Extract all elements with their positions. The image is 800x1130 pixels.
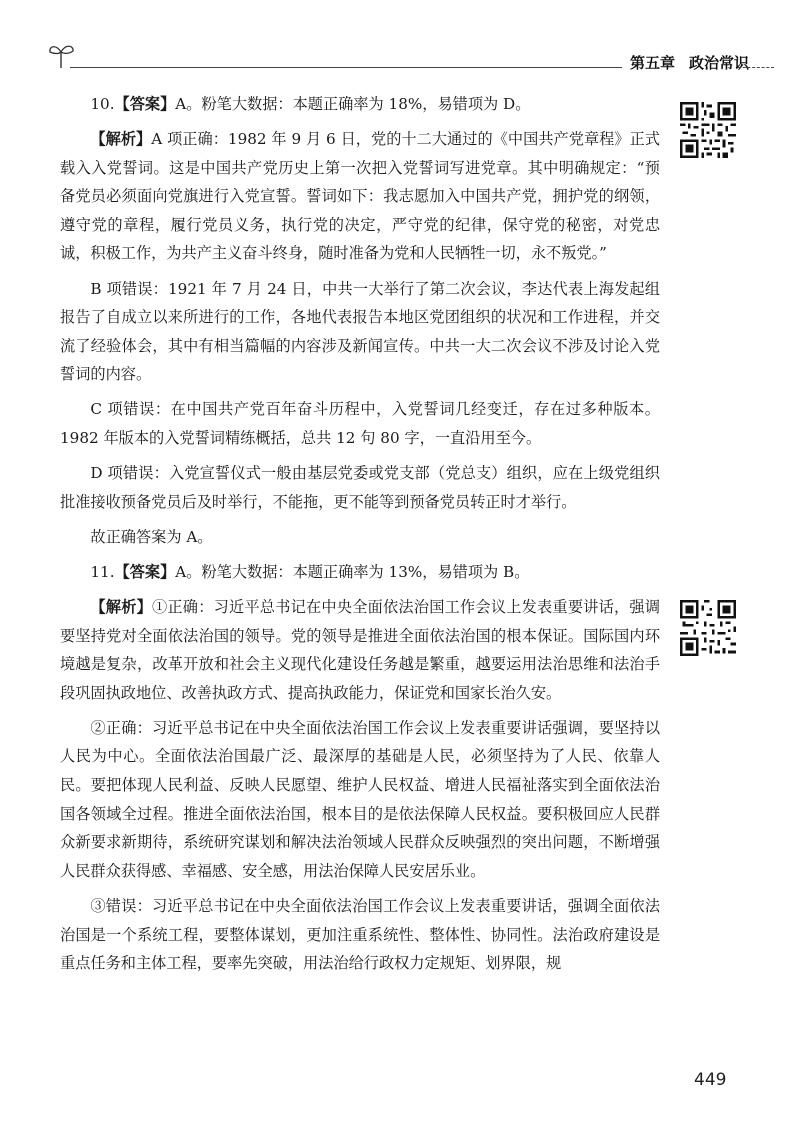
- explanation-paragraph: C 项错误：在中国共产党百年奋斗历程中，入党誓词几经变迁，存在过多种版本。1982 年版本的入党誓词精练概括，总共 12 句 80 字，一直沿用至今。: [60, 400, 660, 448]
- answer-line: [60, 558, 660, 587]
- analysis-label: 【解析】: [90, 130, 152, 149]
- sprout-icon: [46, 40, 76, 70]
- explanation-paragraph: ③错误：习近平总书记在中央全面依法治国工作会议上发表重要讲话，强调全面依法治国是一个系统工程，要整体谋划，更加注重系统性、整体性、协同性。法治政府建设是重点任务和主体工程，要率先突破，用法治给行政权力定规矩、划界限，规: [60, 896, 660, 973]
- header-dash-rule: [738, 67, 774, 68]
- question-number: 11.: [90, 562, 115, 581]
- question-number: 10.: [90, 95, 115, 113]
- analysis-paragraph: [60, 125, 660, 268]
- chapter-number: 第五章: [630, 54, 676, 72]
- explanation-paragraph: ②正确：习近平总书记在中央全面依法治国工作会议上发表重要讲话强调，要坚持以人民为中心。全面依法治国最广泛、最深厚的基础是人民，必须坚持为了人民、依靠人民。要把体现人民利益、反映人民愿望、维护人民权益、增进人民福祉落实到全面依法治国各领域全过程。推进全面依法治国，根本目的是依法保障人民权益。要积极回应人民群众新要求新期待，系统研究谋划和解决法治领域人民群众反映强烈的突出问题，不断增强人民群众获得感、幸福感、安全感，用法治保障人民安居乐业。: [60, 718, 660, 880]
- page-header: [40, 36, 770, 76]
- answer-text: A。粉笔大数据：本题正确率为 13%，易错项为 B。: [175, 562, 530, 581]
- answer-explanations: [60, 90, 660, 984]
- answer-label: 【答案】: [114, 562, 176, 581]
- qr-code-icon[interactable]: [680, 102, 736, 158]
- explanation-paragraph: D 项错误：入党宣誓仪式一般由基层党委或党支部（党总支）组织，应在上级党组织批准接收预备党员后及时举行，不能拖，更不能等到预备党员转正时才举行。: [60, 464, 660, 511]
- chapter-heading: [630, 52, 749, 73]
- answer-label: 【答案】: [114, 95, 176, 113]
- page-number: 449: [694, 1070, 727, 1090]
- analysis-paragraph: [60, 593, 660, 707]
- chapter-title: 政治常识: [689, 54, 750, 72]
- answer-line: [60, 90, 660, 119]
- header-rule: [70, 67, 622, 68]
- answer-text: A。粉笔大数据：本题正确率为 18%，易错项为 D。: [175, 95, 531, 113]
- analysis-text: ①正确：习近平总书记在中央全面依法治国工作会议上发表重要讲话，强调要坚持党对全面依法治国的领导。党的领导是推进全面依法治国的根本保证。国际国内环境越是复杂，改革开放和社会主义现代化建设任务越是繁重，越要运用法治思维和法治手段巩固执政地位、改善执政方式、提高执政能力，保证党和国家长治久安。: [60, 598, 661, 702]
- conclusion-paragraph: 故正确答案为 A。: [90, 527, 213, 546]
- qr-code-icon[interactable]: [680, 600, 736, 656]
- explanation-paragraph: B 项错误：1921 年 7 月 24 日，中共一大举行了第二次会议，李达代表上海发起组报告了自成立以来所进行的工作，各地代表报告本地区党团组织的状况和工作进程，并交流了经验体会，其中有相当篇幅的内容涉及新闻宣传。中共一大二次会议不涉及讨论入党誓词的内容。: [60, 279, 660, 384]
- analysis-text: A 项正确：1982 年 9 月 6 日，党的十二大通过的《中国共产党章程》正式载入入党誓词。这是中国共产党历史上第一次把入党誓词写进党章。其中明确规定：“预备党员必须面向党旗进行入党宣誓。誓词如下：我志愿加入中国共产党，拥护党的纲领，遵守党的章程，履行党员义务，执行党的决定，严守党的纪律，保守党的秘密，对党忠诚，积极工作，为共产主义奋斗终身，随时准备为党和人民牺牲一切，永不叛党。”: [60, 130, 661, 263]
- analysis-label: 【解析】: [90, 598, 152, 616]
